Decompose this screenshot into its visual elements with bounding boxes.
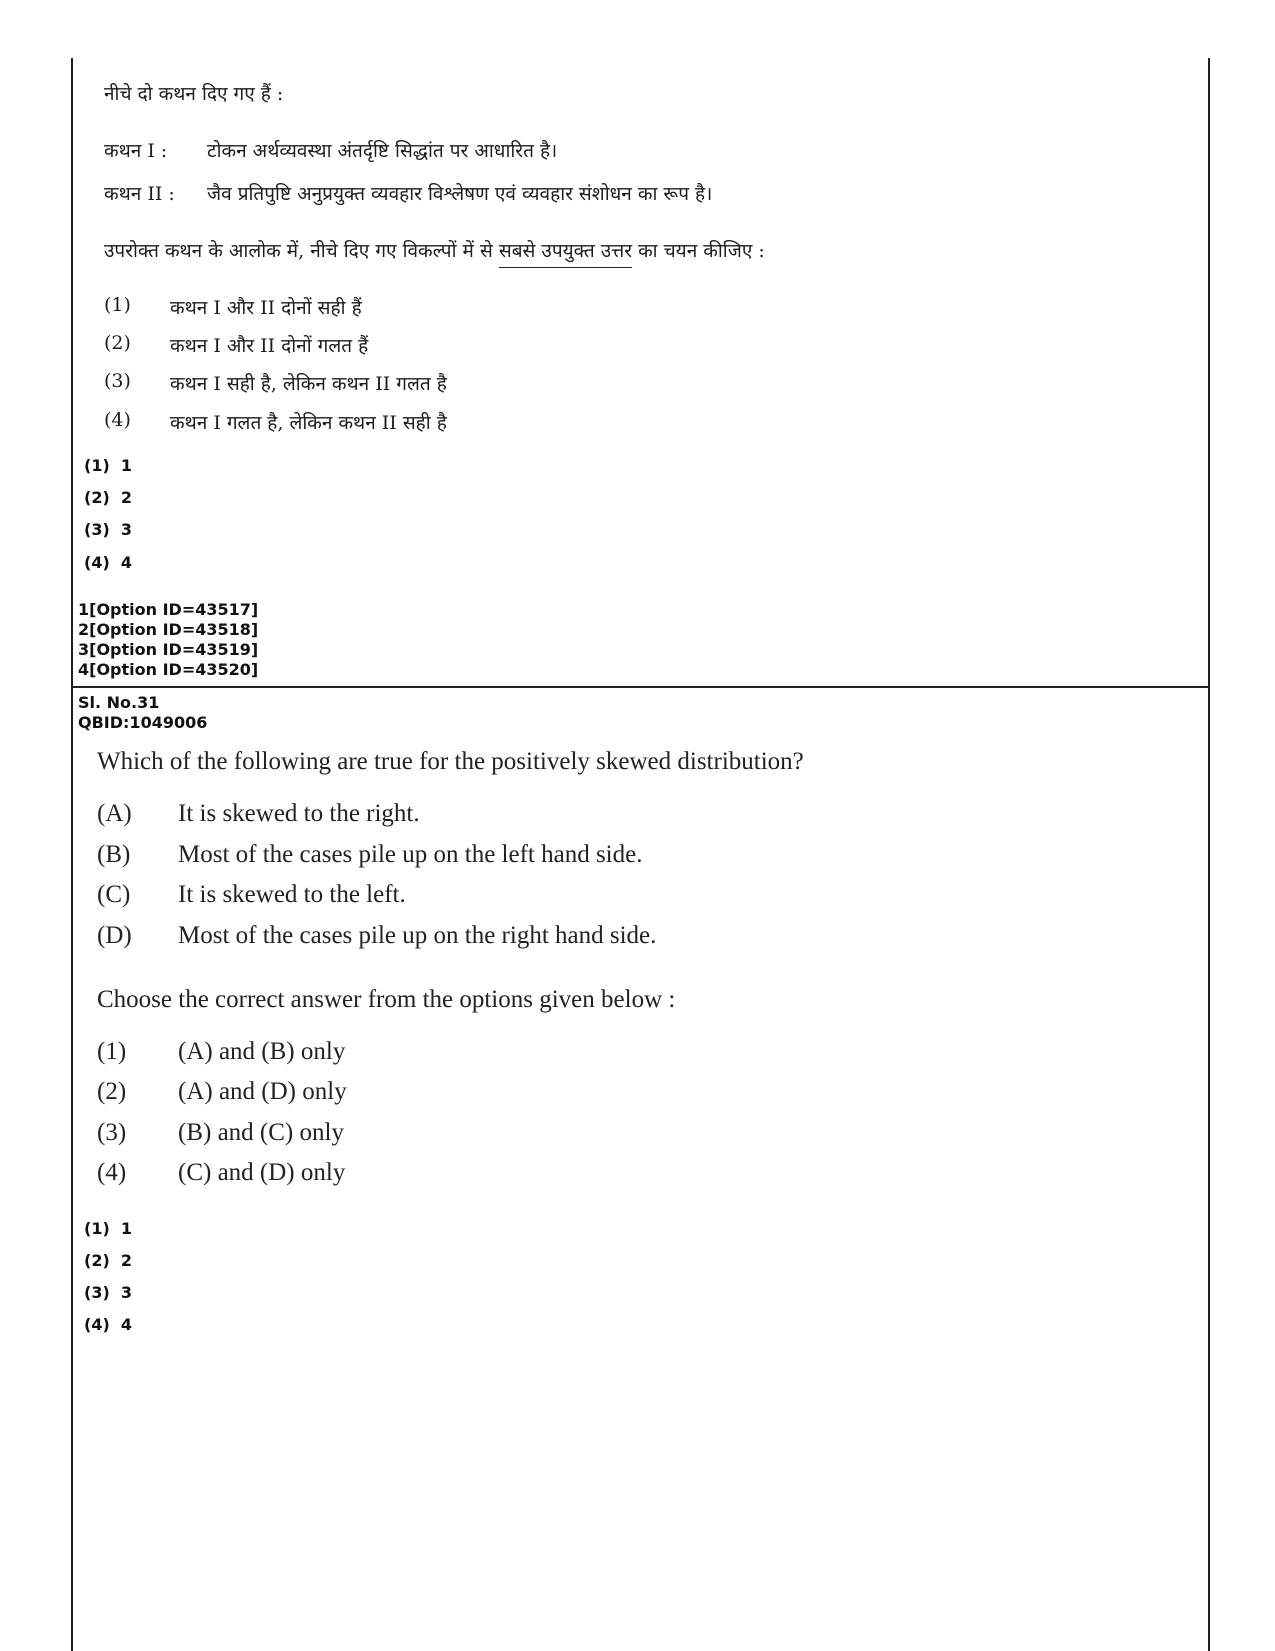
q31-answer-choice-1: (1) 1: [84, 1219, 133, 1238]
q30-answer-choice-1: (1) 1: [84, 456, 133, 475]
q31-option-1-num: (1): [97, 1038, 127, 1065]
q30-option-id-2: 2[Option ID=43518]: [78, 620, 259, 639]
q30-intro: नीचे दो कथन दिए गए हैं :: [104, 83, 284, 105]
q31-option-4-text: (C) and (D) only: [178, 1159, 346, 1186]
q31-answer-choice-4: (4) 4: [84, 1315, 133, 1334]
q31-serial-number: Sl. No.31: [78, 693, 160, 712]
q30-instruction-pre: उपरोक्त कथन के आलोक में, नीचे दिए गए विकल्पों में से: [104, 240, 493, 262]
q30-option-id-1: 1[Option ID=43517]: [78, 600, 259, 619]
q30-option-1-text: कथन I और II दोनों सही हैं: [170, 297, 362, 319]
q30-answer-choice-3: (3) 3: [84, 520, 133, 539]
q30-statement-2-text: जैव प्रतिपुष्टि अनुप्रयुक्त व्यवहार विश्लेषण एवं व्यवहार संशोधन का रूप है।: [207, 183, 713, 205]
q30-option-4-text: कथन I गलत है, लेकिन कथन II सही है: [170, 412, 447, 434]
q31-statement-d-label: (D): [97, 922, 132, 949]
page-border-right: [1208, 58, 1210, 1651]
q30-statement-1-label: कथन I :: [104, 140, 168, 162]
q30-option-1-num: (1): [104, 294, 131, 316]
q31-answer-choice-3: (3) 3: [84, 1283, 133, 1302]
q30-answer-choice-2: (2) 2: [84, 488, 133, 507]
q31-option-2-text: (A) and (D) only: [178, 1078, 347, 1105]
question-divider: [71, 686, 1210, 688]
q31-statement-b-label: (B): [97, 841, 131, 868]
q31-statement-d-text: Most of the cases pile up on the right hand side.: [178, 922, 657, 949]
q31-qbid: QBID:1049006: [78, 713, 208, 732]
q30-option-2-num: (2): [104, 332, 131, 354]
q30-option-2-text: कथन I और II दोनों गलत हैं: [170, 335, 369, 357]
q31-statement-a-text: It is skewed to the right.: [178, 800, 420, 827]
q31-statement-c-label: (C): [97, 881, 131, 908]
q31-statement-b-text: Most of the cases pile up on the left hand side.: [178, 841, 643, 868]
q31-answer-choice-2: (2) 2: [84, 1251, 133, 1270]
q30-statement-2-label: कथन II :: [104, 183, 175, 205]
q31-option-3-text: (B) and (C) only: [178, 1119, 344, 1146]
q30-option-3-text: कथन I सही है, लेकिन कथन II गलत है: [170, 373, 447, 395]
q31-option-1-text: (A) and (B) only: [178, 1038, 346, 1065]
q30-instruction-emphasis: सबसे उपयुक्त उत्तर: [499, 240, 632, 268]
q31-option-4-num: (4): [97, 1159, 127, 1186]
q30-answer-choice-4: (4) 4: [84, 553, 133, 572]
q30-instruction: [104, 237, 765, 263]
q30-option-3-num: (3): [104, 370, 131, 392]
q30-option-4-num: (4): [104, 409, 131, 431]
page-border-left: [71, 58, 73, 1651]
q30-statement-1-text: टोकन अर्थव्यवस्था अंतर्दृष्टि सिद्धांत पर आधारित है।: [207, 140, 558, 162]
q31-question-text: Which of the following are true for the positively skewed distribution?: [97, 748, 804, 775]
q30-option-id-4: 4[Option ID=43520]: [78, 660, 259, 679]
q31-option-2-num: (2): [97, 1078, 127, 1105]
q31-instruction: Choose the correct answer from the options given below :: [97, 986, 676, 1013]
q31-statement-c-text: It is skewed to the left.: [178, 881, 406, 908]
q31-statement-a-label: (A): [97, 800, 132, 827]
q31-option-3-num: (3): [97, 1119, 127, 1146]
q30-option-id-3: 3[Option ID=43519]: [78, 640, 259, 659]
q30-instruction-post: का चयन कीजिए :: [638, 240, 765, 262]
